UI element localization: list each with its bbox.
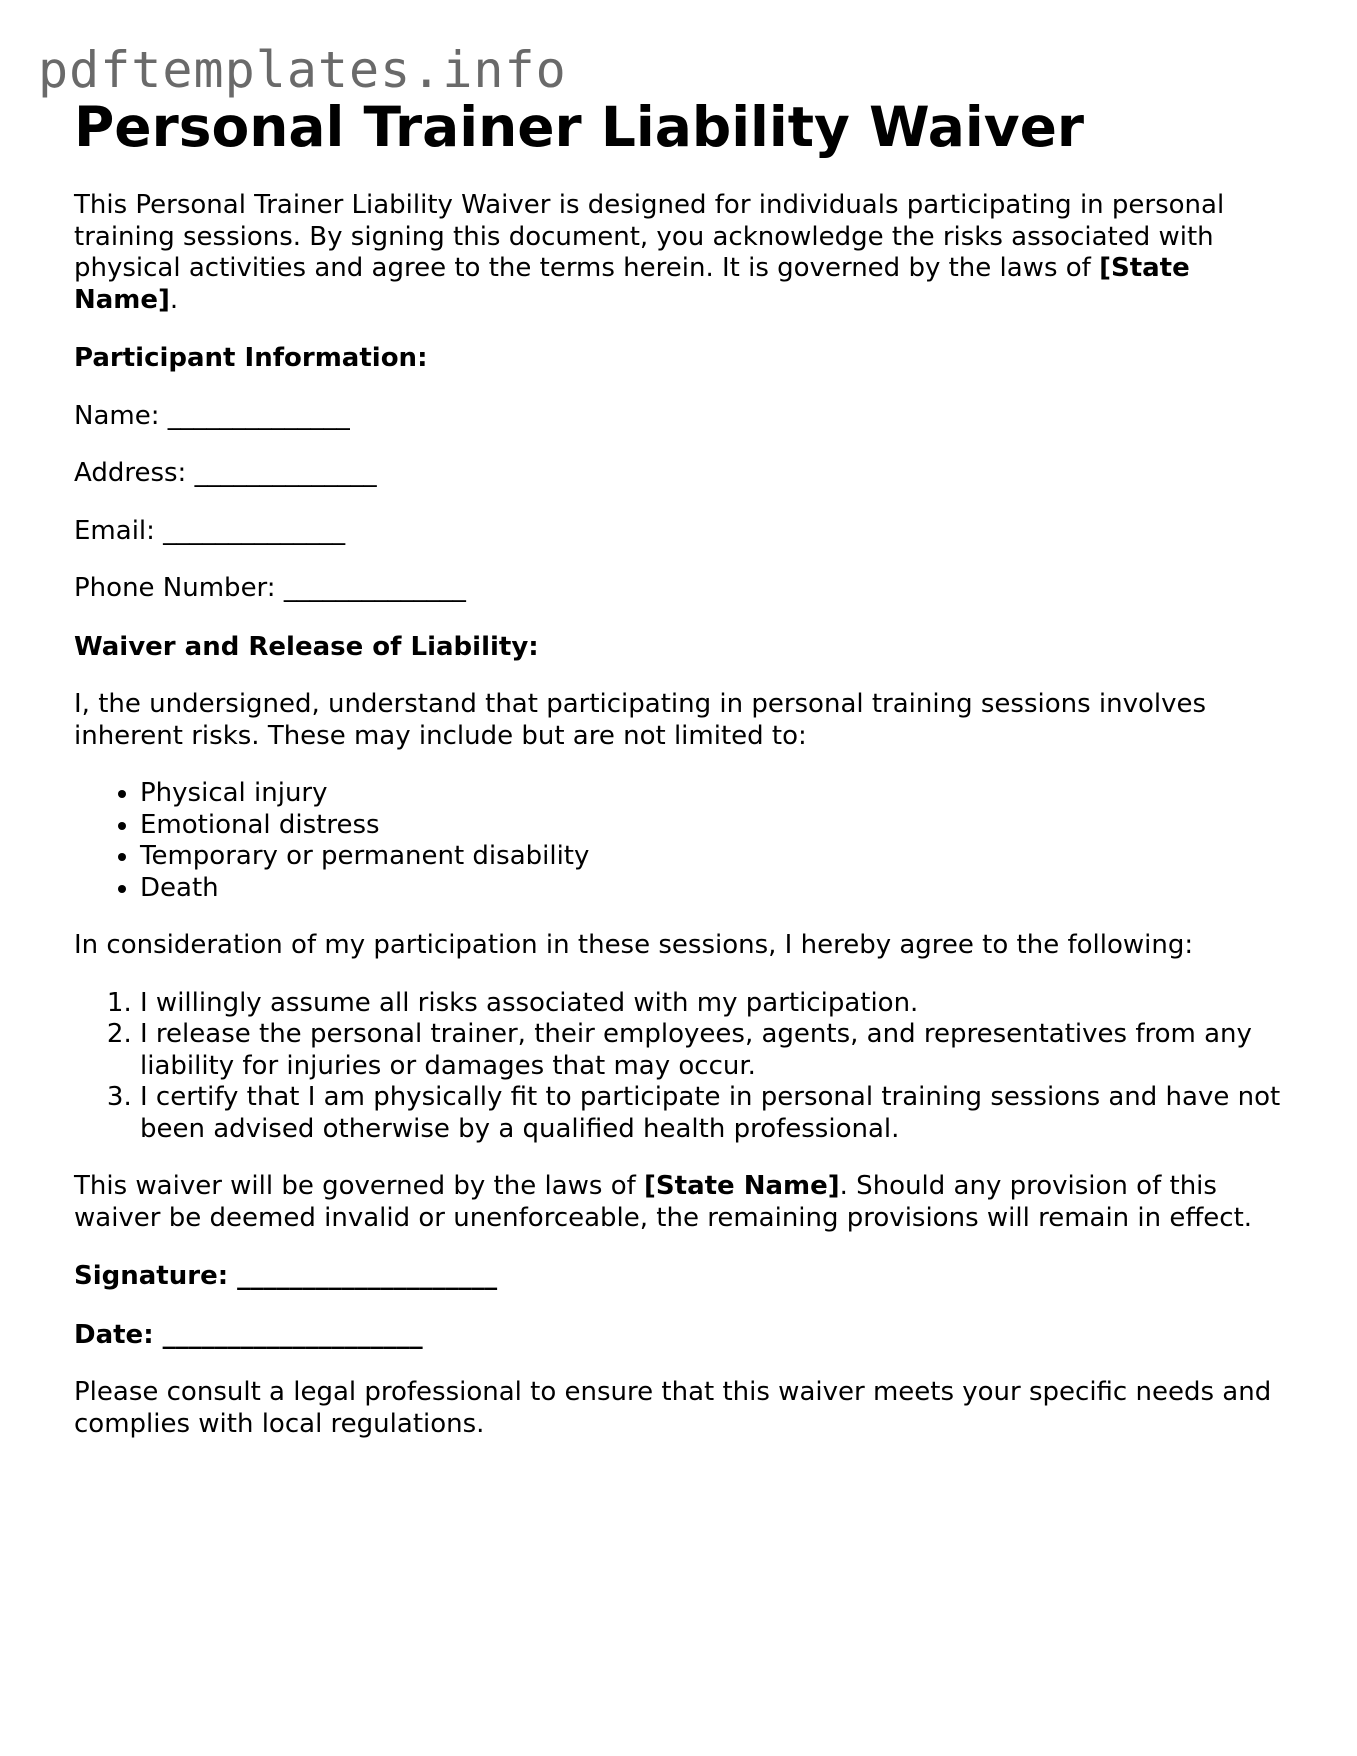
list-item: 3. I certify that I am physically fit to participate in personal training sessions and have not been advised otherwise by a qualified health professional. (140, 1082, 1294, 1145)
intro-text: This Personal Trainer Liability Waiver is designed for individuals participating in personal training sessions. By signing this document, you acknowledge the risks associated with physical activities and agree to the terms herein. It is governed by the laws of (74, 190, 1225, 283)
address-field[interactable]: Address: ______________ (74, 458, 377, 488)
agreements-list (74, 988, 1294, 1146)
participant-heading: Participant Information: (74, 343, 428, 373)
name-field[interactable]: Name: ______________ (74, 400, 350, 431)
governing-end: . Should any provision of this waiver be deemed invalid or unenforceable, the remaining provisions will remain in effect. (74, 1171, 1253, 1233)
date-field[interactable]: Date: ____________________ (74, 1319, 423, 1350)
intro-end: . (169, 284, 179, 315)
phone-field[interactable]: Phone Number: ______________ (74, 573, 466, 603)
list-item: 1. I willingly assume all risks associated with my participation. (140, 988, 1294, 1020)
document-page (74, 94, 1294, 1440)
email-field[interactable]: Email: ______________ (74, 515, 346, 546)
watermark: pdftemplates.info (38, 41, 567, 99)
list-item: • Physical injury (140, 778, 1294, 810)
document-title: Personal Trainer Liability Waiver (74, 95, 1085, 159)
list-item: • Emotional distress (140, 810, 1294, 842)
risks-intro: I, the undersigned, understand that participating in personal training sessions involves inherent risks. These may include but are not limited to: (74, 689, 1207, 751)
agree-intro: In consideration of my participation in these sessions, I hereby agree to the following: (74, 930, 1194, 960)
governing-state-placeholder: [State Name] (644, 1171, 840, 1201)
intro-state-placeholder: [State Name] (74, 253, 1190, 315)
footer-note: Please consult a legal professional to ensure that this waiver meets your specific needs and complies with local regulations. (74, 1377, 1272, 1439)
list-item: • Death (140, 873, 1294, 905)
governing-paragraph (74, 1171, 1294, 1234)
list-item: • Temporary or permanent disability (140, 841, 1294, 873)
waiver-heading: Waiver and Release of Liability: (74, 631, 539, 662)
risks-list (74, 778, 1294, 904)
intro-paragraph (74, 190, 1294, 316)
list-item: 2. I release the personal trainer, their employees, agents, and representatives from any liability for injuries or damages that may occur. (140, 1019, 1294, 1082)
governing-start: This waiver will be governed by the laws of (74, 1171, 645, 1201)
signature-field[interactable]: Signature: ____________________ (74, 1261, 498, 1291)
